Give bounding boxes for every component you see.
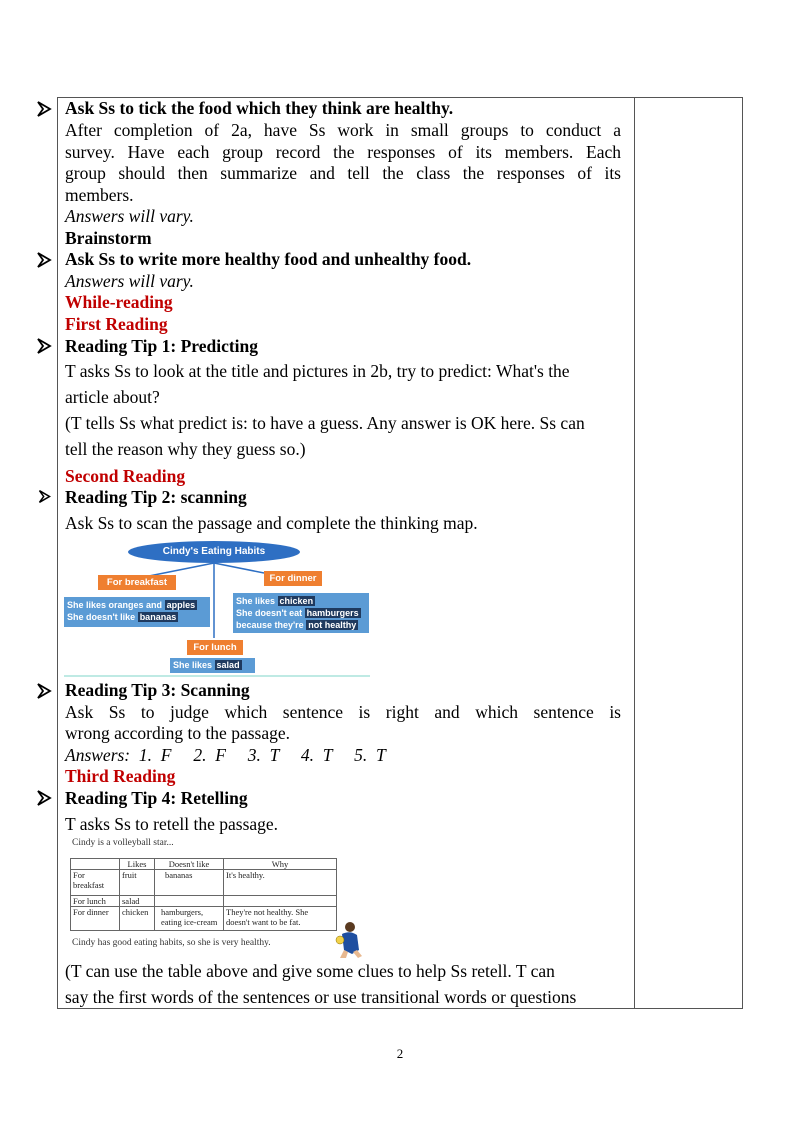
body-text: say the first words of the sentences or use transitional words or questions (65, 987, 577, 1007)
table-cell (224, 896, 337, 907)
dinner-answer: hamburgers (306, 608, 359, 618)
body-text: After completion of 2a, have Ss work in small groups to conduct a (65, 120, 621, 140)
task-heading: Ask Ss to tick the food which they think are healthy. (65, 98, 454, 118)
table-header (71, 859, 120, 870)
stage-heading: Third Reading (65, 766, 176, 786)
arrow-bullet-icon (37, 489, 52, 504)
arrow-bullet-icon (35, 789, 53, 807)
table-cell: For lunch (71, 896, 120, 907)
dinner-box (233, 593, 369, 633)
table-cell: salad (120, 896, 155, 907)
page-number: 2 (396, 1046, 404, 1061)
body-text: T asks Ss to retell the passage. (65, 814, 279, 834)
answer-note: Answers will vary. (65, 206, 194, 226)
breakfast-box (64, 597, 210, 627)
retelling-table-figure (70, 838, 370, 963)
body-text: survey. Have each group record the responses of its members. Each (65, 142, 621, 162)
stage-heading: Second Reading (65, 466, 186, 486)
arrow-bullet-icon (35, 337, 53, 355)
section-heading: Brainstorm (65, 228, 152, 248)
dinner-answer: chicken (279, 596, 314, 606)
dinner-tag: For dinner (264, 571, 322, 586)
body-text: (T tells Ss what predict is: to have a guess. Any answer is OK here. Ss can (65, 413, 585, 433)
table-cell: For dinner (71, 907, 120, 931)
lunch-box (170, 658, 255, 673)
retelling-caption: Cindy is a volleyball star... (72, 838, 174, 848)
table-cell: hamburgers, eating ice-cream (155, 907, 224, 931)
table-header: Why (224, 859, 337, 870)
column-divider (634, 97, 635, 1009)
lunch-tag: For lunch (187, 640, 243, 655)
breakfast-text: She doesn't like (67, 612, 136, 622)
stage-heading: First Reading (65, 314, 168, 334)
lunch-answer: salad (216, 660, 240, 670)
body-text: T asks Ss to look at the title and pictures in 2b, try to predict: What's the (65, 361, 570, 381)
arrow-bullet-icon (35, 682, 53, 700)
body-text: wrong according to the passage. (65, 723, 290, 743)
arrow-bullet-icon (35, 100, 53, 118)
lunch-text: She likes (173, 660, 213, 670)
body-text: members. (65, 185, 134, 205)
retelling-footer: Cindy has good eating habits, so she is very healthy. (72, 938, 271, 948)
table-header: Doesn't like (155, 859, 224, 870)
stage-heading: While-reading (65, 292, 173, 312)
table-header: Likes (120, 859, 155, 870)
volleyball-player-icon (334, 920, 364, 960)
retelling-table (70, 858, 337, 931)
breakfast-answer: bananas (139, 612, 177, 622)
tip-heading: Reading Tip 3: Scanning (65, 680, 250, 700)
answer-note: Answers will vary. (65, 271, 194, 291)
arrow-bullet-icon (35, 251, 53, 269)
table-cell (155, 896, 224, 907)
breakfast-text: She likes oranges and (67, 600, 163, 610)
body-text: article about? (65, 387, 160, 407)
table-cell: It's healthy. (224, 870, 337, 896)
dinner-text: because they're (236, 620, 304, 630)
table-cell: fruit (120, 870, 155, 896)
table-cell: They're not healthy. She doesn't want to be fat. (224, 907, 337, 931)
body-text: tell the reason why they guess so.) (65, 439, 306, 459)
breakfast-tag: For breakfast (98, 575, 176, 590)
dinner-text: She doesn't eat (236, 608, 303, 618)
task-heading: Ask Ss to write more healthy food and unhealthy food. (65, 249, 472, 269)
tip-heading: Reading Tip 2: scanning (65, 487, 247, 507)
body-text: Ask Ss to judge which sentence is right and which sentence is (65, 702, 621, 722)
tip-heading: Reading Tip 4: Retelling (65, 788, 248, 808)
dinner-text: She likes (236, 596, 276, 606)
body-text: Ask Ss to scan the passage and complete the thinking map. (65, 513, 478, 533)
table-cell: bananas (155, 870, 224, 896)
table-cell: chicken (120, 907, 155, 931)
tip-heading: Reading Tip 1: Predicting (65, 336, 259, 356)
body-text: (T can use the table above and give some clues to help Ss retell. T can (65, 961, 555, 981)
breakfast-answer: apples (166, 600, 196, 610)
dinner-answer: not healthy (308, 620, 357, 630)
answer-key: Answers: 1. F 2. F 3. T 4. T 5. T (65, 745, 386, 765)
thinking-map (64, 538, 374, 680)
table-cell: For breakfast (71, 870, 120, 896)
thinking-map-title: Cindy's Eating Habits (128, 541, 300, 563)
body-text: group should then summarize and tell the class the responses of its (65, 163, 621, 183)
